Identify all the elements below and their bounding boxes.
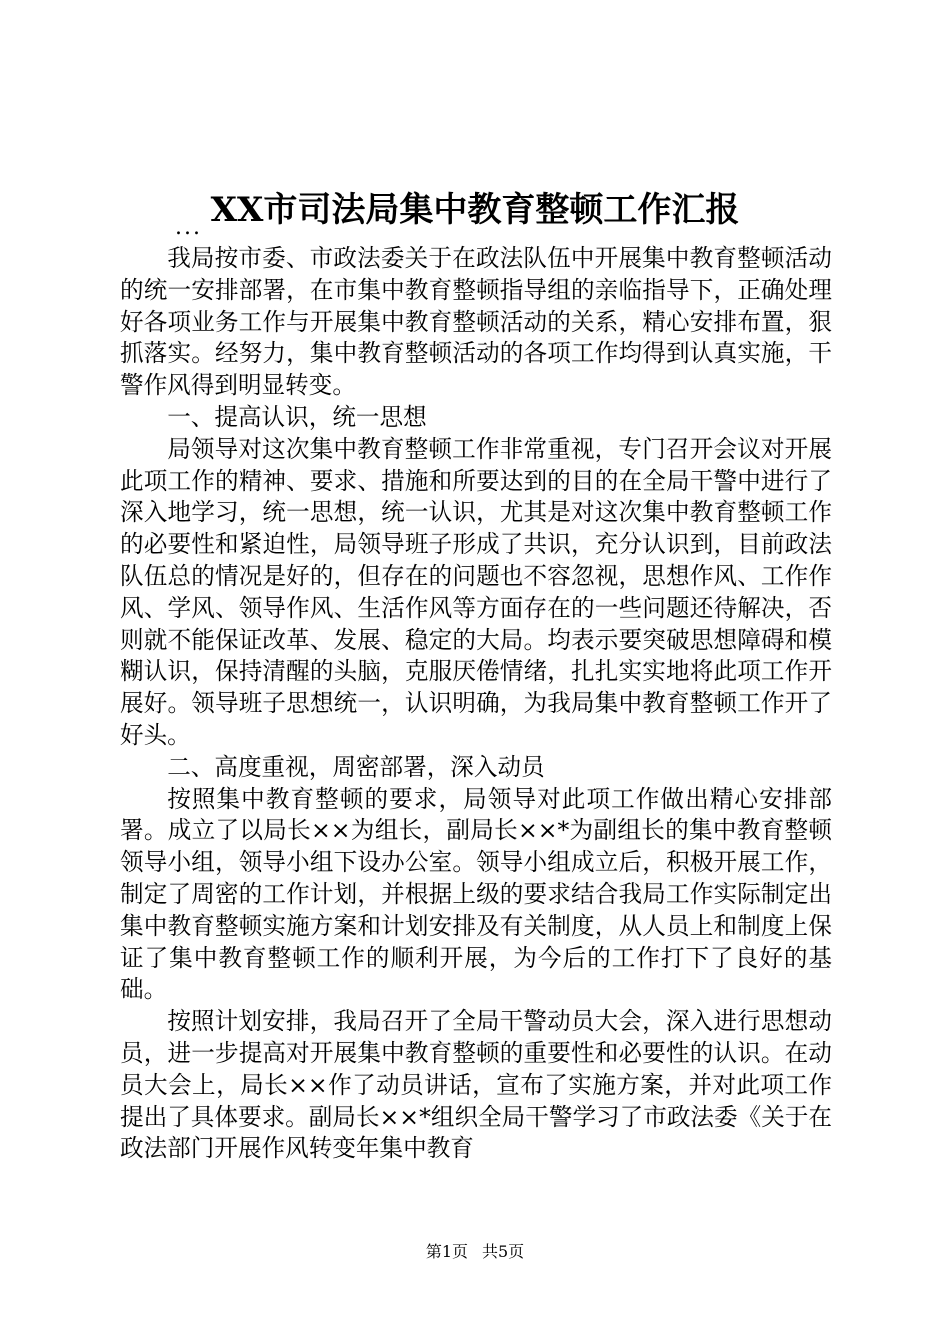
document-title: XX市司法局集中教育整顿工作汇报 [210, 190, 740, 230]
ellipsis-marker: ... [175, 215, 202, 240]
paragraph-section-2b: 按照计划安排，我局召开了全局干警动员大会，深入进行思想动员，进一步提高对开展集中教育整顿的重要性和必要性的认识。在动员大会上，局长××作了动员讲话，宣布了实施方案，并对此项工作提出了具体要求。副局长××*组织全局干警学习了市政法委《关于在政法部门开展作风转变年集中教育 [120, 1007, 832, 1163]
page-footer [0, 1240, 950, 1264]
paragraph-intro: 我局按市委、市政法委关于在政法队伍中开展集中教育整顿活动的统一安排部署，在市集中教育整顿指导组的亲临指导下，正确处理好各项业务工作与开展集中教育整顿活动的关系，精心安排布置，狠抓落实。经努力，集中教育整顿活动的各项工作均得到认真实施，干警作风得到明显转变。 [120, 244, 832, 400]
page-number: 第1页 [425, 1242, 468, 1261]
document-body [120, 243, 832, 1165]
paragraph-section-2a: 按照集中教育整顿的要求，局领导对此项工作做出精心安排部署。成立了以局长××为组长，副局长××*为副组长的集中教育整顿领导小组，领导小组下设办公室。领导小组成立后，积极开展工作，制定了周密的工作计划，并根据上级的要求结合我局工作实际制定出集中教育整顿实施方案和计划安排及有关制度，从人员上和制度上保证了集中教育整顿工作的顺利开展，为今后的工作打下了良好的基础。 [120, 784, 832, 1004]
page-total: 共5页 [482, 1242, 525, 1261]
section-heading-1: 一、提高认识，统一思想 [167, 402, 427, 431]
paragraph-section-1: 局领导对这次集中教育整顿工作非常重视，专门召开会议对开展此项工作的精神、要求、措施和所要达到的目的在全局干警中进行了深入地学习，统一思想，统一认识，尤其是对这次集中教育整顿工作的必要性和紧迫性，局领导班子形成了共识，充分认识到，目前政法队伍总的情况是好的，但存在的问题也不容忽视，思想作风、工作作风、学风、领导作风、生活作风等方面存在的一些问题还待解决，否则就不能保证改革、发展、稳定的大局。均表示要突破思想障碍和模糊认识，保持清醒的头脑，克服厌倦情绪，扎扎实实地将此项工作开展好。领导班子思想统一，认识明确，为我局集中教育整顿工作开了好头。 [120, 434, 832, 749]
section-heading-2: 二、高度重视，周密部署，深入动员 [167, 752, 545, 781]
